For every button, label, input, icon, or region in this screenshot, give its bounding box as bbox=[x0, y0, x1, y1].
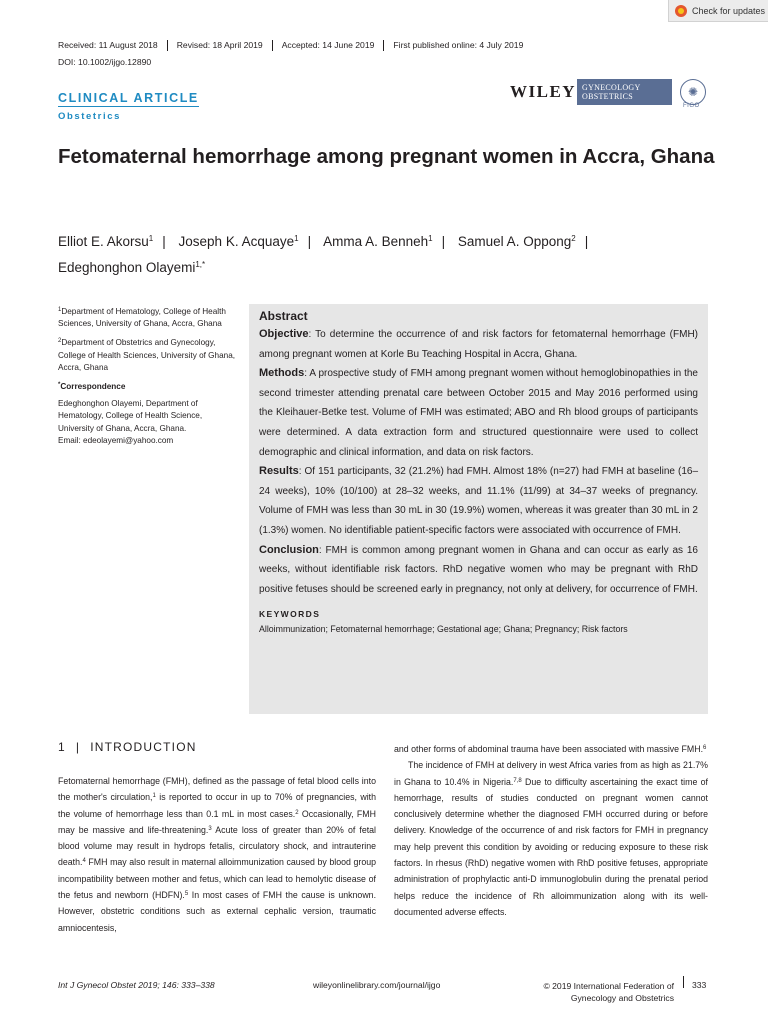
affiliation-1: $^1$Department of Hematology, College of Health Sciences, University of Ghana, Accra, Ghana bbox=[58, 307, 226, 329]
citation-ref[interactable]: 7,8 bbox=[513, 777, 522, 784]
author-affiliation: 2 bbox=[571, 234, 576, 243]
author-affiliation: 1,* bbox=[195, 260, 206, 269]
page-number: 333 bbox=[692, 980, 707, 990]
author-separator: | bbox=[162, 234, 166, 249]
accepted-date: Accepted: 14 June 2019 bbox=[272, 40, 384, 51]
intro-column-right bbox=[394, 741, 708, 920]
copyright bbox=[534, 980, 674, 1004]
intro-text: The incidence of FMH at delivery in west Africa varies from as high as 21.7% in Ghana to 10.4% in Nigeria. bbox=[394, 760, 708, 787]
author-separator: | bbox=[584, 234, 589, 249]
copyright-line1: © 2019 International Federation of bbox=[543, 981, 674, 991]
author-separator: | bbox=[307, 234, 312, 249]
doi[interactable]: DOI: 10.1002/ijgo.12890 bbox=[58, 57, 152, 67]
citation-ref[interactable]: 1 bbox=[152, 793, 156, 800]
section-number: 1 bbox=[58, 740, 66, 754]
author-list bbox=[58, 227, 708, 279]
abstract-heading: Abstract bbox=[259, 309, 308, 323]
affiliation-2: $^2$Department of Obstetrics and Gynecology, College of Health Sciences, University of Ghana, Accra, Ghana bbox=[58, 338, 236, 372]
journal-logo-line2: OBSTETRICS bbox=[582, 92, 634, 101]
figo-label: FIGO bbox=[683, 103, 700, 109]
revised-date: Revised: 18 April 2019 bbox=[167, 40, 272, 51]
correspondence-email[interactable]: Email: edeolayemi@yahoo.com bbox=[58, 435, 174, 445]
affiliation-2-text: Department of Obstetrics and Gynecology, College of Health Sciences, University of Ghana, Accra, Ghana bbox=[58, 338, 236, 372]
results-text: : Of 151 participants, 32 (21.2%) had FMH. Almost 18% (n=27) had FMH at baseline (16–24 weeks), 10% (10/100) at 28–32 weeks, and 11.1% (11/99) at 34–37 weeks of pregnancy. Volume of FMH was less than 30 mL in 30 (19.9%) women, whereas it was greater than 30 mL in 2 (1.3%) women. No identifiable patient-specific factors were associated with occurrence of FMH. bbox=[259, 466, 698, 536]
intro-text: is reported to occur in up to 70% of pregnancies, with the volume of hemorrhage less than 0.1 mL in most cases. bbox=[58, 792, 377, 819]
author-affiliation: 1 bbox=[428, 234, 433, 243]
journal-url[interactable]: wileyonlinelibrary.com/journal/ijgo bbox=[313, 980, 441, 990]
author-name[interactable]: Joseph K. Acquaye bbox=[178, 234, 295, 249]
abstract-objective bbox=[259, 325, 698, 364]
objective-text: : To determine the occurrence of and risk factors for fetomaternal hemorrhage (FMH) among pregnant women at Korle Bu Teaching Hospital in Accra, Ghana. bbox=[259, 329, 698, 360]
author-affiliation: 1 bbox=[294, 234, 299, 243]
copyright-line2: Gynecology and Obstetrics bbox=[570, 993, 674, 1003]
check-for-updates-label: Check for updates bbox=[692, 5, 766, 16]
author-affiliation: 1 bbox=[148, 234, 154, 243]
keywords-list: Alloimmunization; Fetomaternal hemorrhage; Gestational age; Ghana; Pregnancy; Risk factors bbox=[259, 624, 628, 635]
journal-citation: Int J Gynecol Obstet 2019; 146: 333–338 bbox=[58, 980, 215, 990]
intro-text: Due to difficulty ascertaining the exact time of hemorrhage, results of studies conducted on pregnant women cannot conclusively determine whether the diagnosed FMH occurred during or before delivery. Knowledge of the occurrence of and risk factors for FMH in pregnancy may help prevent this condition by avoiding or reducing exposure to these risk factors. In rhesus (RhD) negative women with RhD positive fetuses, appropriate administration of prophylactic anti-D immunoglobulin during the prenatal period helps reduce the incidence of Rh alloimmunization along with its well-documented adverse effects. bbox=[394, 776, 708, 917]
correspondence-title: Correspondence bbox=[60, 382, 126, 392]
methods-label: Methods bbox=[259, 367, 305, 380]
published-date: First published online: 4 July 2019 bbox=[383, 40, 532, 51]
abstract-methods bbox=[259, 364, 698, 462]
article-subject: Obstetrics bbox=[58, 111, 121, 122]
section-heading: 1 | INTRODUCTION bbox=[58, 740, 197, 754]
footer-divider bbox=[683, 976, 684, 988]
article-title: Fetomaternal hemorrhage among pregnant women in Accra, Ghana bbox=[58, 145, 715, 168]
received-date: Received: 11 August 2018 bbox=[58, 40, 158, 50]
affiliations bbox=[58, 304, 238, 447]
abstract-results bbox=[259, 462, 698, 540]
intro-text: Occasionally, FMH may be massive and life-threatening. bbox=[58, 808, 376, 835]
conclusion-text: : FMH is common among pregnant women in Ghana and can occur as early as 16 weeks, without identifiable risk factors. RhD negative women who may be pregnant with RhD positive fetuses should be screened early in pregnancy, not only at delivery, for occurrence of FMH. bbox=[259, 544, 698, 595]
author-separator: | bbox=[441, 234, 446, 249]
correspondence-text: Edeghonghon Olayemi, Department of Hematology, College of Health Science, University of Ghana, Accra, Ghana. bbox=[58, 399, 203, 433]
intro-text: Acute loss of greater than 20% of fetal blood volume may result in hydrops fetalis, circulatory shock, and intrauterine death. bbox=[58, 824, 376, 868]
crossmark-icon bbox=[675, 5, 687, 17]
author-name[interactable]: Amma A. Benneh bbox=[323, 234, 429, 249]
intro-text: In most cases of FMH the cause is unknown. However, obstetric conditions such as external cephalic version, traumatic amniocentesis, bbox=[58, 890, 377, 933]
intro-column-left bbox=[58, 773, 376, 936]
author-name[interactable]: Samuel A. Oppong bbox=[457, 234, 572, 249]
journal-logo bbox=[577, 79, 672, 105]
article-type: CLINICAL ARTICLE bbox=[58, 91, 199, 105]
abstract-box bbox=[249, 304, 708, 714]
author-name[interactable]: Elliot E. Akorsu bbox=[58, 234, 149, 249]
publisher-logo: WILEY bbox=[510, 82, 577, 101]
correspondence-heading: *Correspondence bbox=[58, 382, 126, 392]
figo-emblem-icon: ✺ bbox=[680, 79, 706, 105]
citation-ref[interactable]: 6 bbox=[703, 745, 707, 751]
methods-text: : A prospective study of FMH among pregnant women without hemoglobinopathies in the second trimester attending prenatal care between October 2015 and May 2016 performed using the Kleihauer-Betke test. Volume of FMH was estimated; ABO and Rh blood groups of participants were determined. A data extraction form and structured questionnaire were used to collect demographic and clinical information, and data on risk factors. bbox=[259, 368, 698, 458]
section-title: INTRODUCTION bbox=[90, 740, 197, 754]
objective-label: Objective bbox=[259, 328, 309, 340]
author-name[interactable]: Edeghonghon Olayemi bbox=[58, 260, 196, 275]
abstract-conclusion bbox=[259, 541, 698, 600]
intro-text: FMH may also result in maternal alloimmunization caused by blood group incompatibility between mother and fetus, which can lead to hemolytic disease of the fetus and newborn (HDFN). bbox=[58, 857, 376, 901]
keywords-heading: KEYWORDS bbox=[259, 609, 321, 620]
intro-paragraph-2 bbox=[394, 757, 708, 920]
citation-ref[interactable]: 5 bbox=[184, 891, 189, 898]
intro-text: Fetomaternal hemorrhage (FMH), defined as the passage of fetal blood cells into the mother's circulation, bbox=[58, 776, 376, 803]
citation-ref[interactable]: 2 bbox=[295, 809, 299, 816]
results-label: Results bbox=[259, 465, 299, 478]
affiliation-1-text: Department of Hematology, College of Health Sciences, University of Ghana, Accra, Ghana bbox=[58, 307, 226, 329]
journal-logo-line1: GYNECOLOGY bbox=[582, 83, 641, 92]
article-dates bbox=[58, 40, 532, 51]
check-for-updates-badge[interactable] bbox=[668, 0, 768, 22]
intro-paragraph-cont bbox=[394, 741, 708, 757]
intro-text: and other forms of abdominal trauma have been associated with massive FMH. bbox=[394, 744, 704, 754]
conclusion-label: Conclusion bbox=[259, 543, 319, 556]
citation-ref[interactable]: 4 bbox=[82, 858, 86, 865]
citation-ref[interactable]: 3 bbox=[208, 825, 212, 832]
